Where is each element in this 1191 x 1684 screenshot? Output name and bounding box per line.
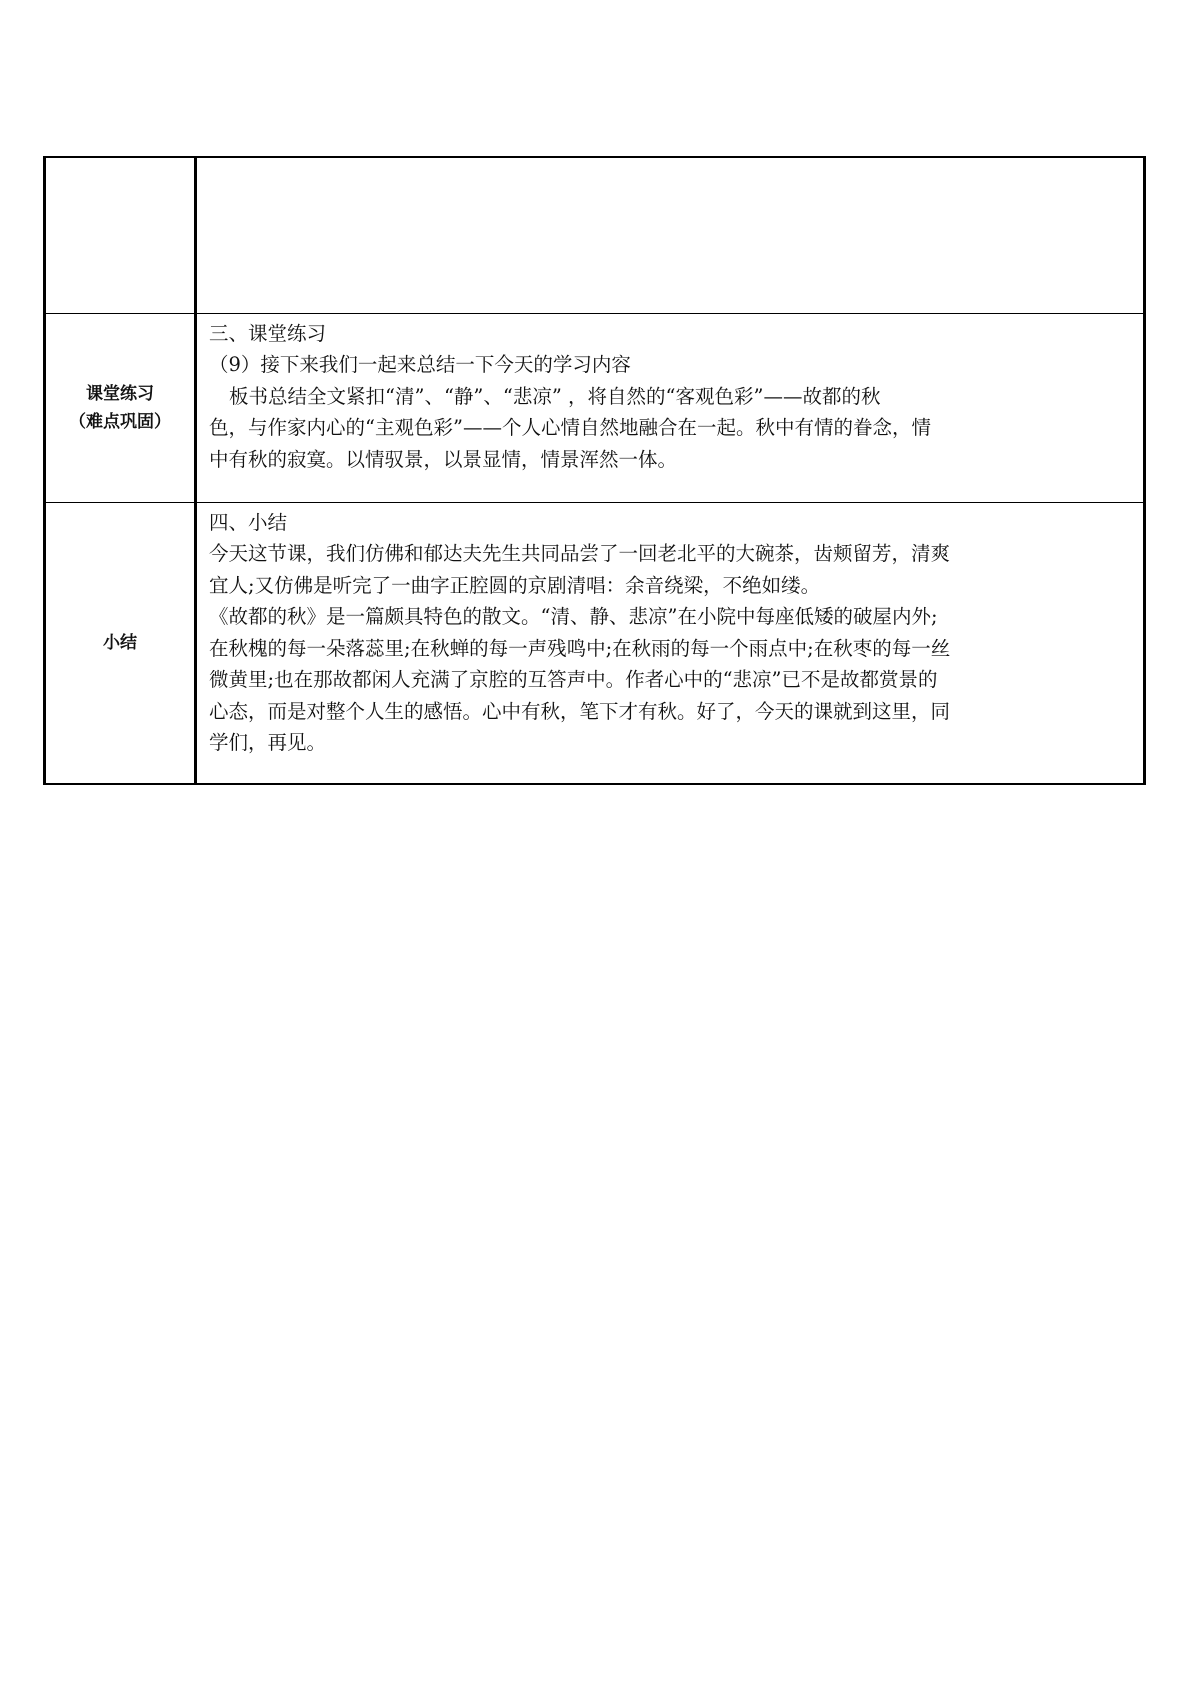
row-content-summary (196, 502, 1145, 784)
practice-paragraph-line-1: 板书总结全文紧扣“清”、“静”、“悲凉” ，将自然的“客观色彩”——故都的秋 (229, 384, 881, 408)
summary-line-1: 今天这节课，我们仿佛和郁达夫先生共同品尝了一回老北平的大碗茶，齿颊留芳，清爽 (209, 542, 951, 565)
summary-line-4: 在秋槐的每一朵落蕊里;在秋蝉的每一声残鸣中;在秋雨的每一个雨点中;在秋枣的每一丝 (209, 636, 951, 660)
lesson-plan-table (43, 156, 1146, 785)
row-label-summary-title: 小结 (103, 632, 137, 653)
row-content-practice (196, 313, 1145, 502)
summary-line-2: 宜人;又仿佛是听完了一曲字正腔圆的京剧清唱：余音绕梁，不绝如缕。 (209, 573, 821, 597)
summary-line-3: 《故都的秋》是一篇颇具特色的散文。“清、静、悲凉”在小院中每座低矮的破屋内外; (209, 605, 938, 628)
practice-paragraph-line-2: 色，与作家内心的“主观色彩”——个人心情自然地融合在一起。秋中有情的眷念，情 (209, 416, 931, 439)
summary-line-5: 微黄里;也在那故都闲人充满了京腔的互答声中。作者心中的“悲凉”已不是故都赏景的 (209, 668, 938, 691)
practice-step-9: （9）接下来我们一起来总结一下今天的学习内容 (209, 353, 631, 376)
table-row-continued (45, 157, 1145, 313)
row-label-empty (45, 157, 196, 313)
row-content-empty (196, 157, 1145, 313)
table-row-summary (45, 502, 1145, 784)
table-row-practice (45, 313, 1145, 502)
summary-line-6: 心态，而是对整个人生的感悟。心中有秋，笔下才有秋。好了，今天的课就到这里，同 (209, 699, 951, 723)
summary-heading: 四、小结 (209, 510, 288, 534)
practice-heading: 三、课堂练习 (209, 321, 327, 345)
row-label-practice (45, 313, 196, 502)
practice-paragraph-line-3: 中有秋的寂寞。以情驭景，以景显情，情景浑然一体。 (209, 447, 678, 471)
row-label-practice-title: 课堂练习 (86, 383, 154, 404)
row-label-summary (45, 502, 196, 784)
row-label-practice-subtitle: （难点巩固） (69, 411, 171, 432)
summary-line-7: 学们，再见。 (209, 731, 327, 754)
